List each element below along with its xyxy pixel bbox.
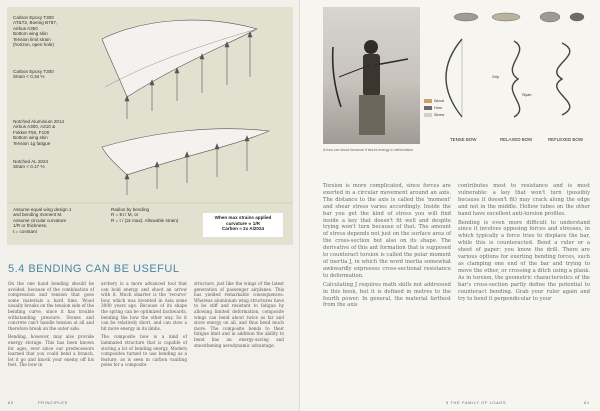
paragraph: archery is a more advanced tool that can hold energy and shoot an arrow with it. Much smarter is the 'recurve' bow, which was invented in Asia some 3000 years ago. Because of its shape the spring can be optimized backwards, bending the bow the other way. So it can be relatively short, and can stow a bit more energy in its limbs. (101, 281, 187, 331)
grip-label: Grip (492, 75, 500, 79)
legend-wood: Wood (424, 99, 444, 103)
left-column-2 (101, 281, 187, 371)
lower-strain-label: Notched AL 2024 Strain < 0.17 % (13, 159, 49, 170)
left-column-1 (8, 281, 94, 371)
paragraph: Bending, however, may also provide energy storage. This has been known for ages, ever since our predecessors learned that you could bend a branch, let it go and knock your enemy off his feet. The bow in (8, 334, 94, 368)
right-running-head: 5 THE FAMILY OF LOADS (446, 400, 507, 405)
right-column-1 (323, 183, 451, 311)
section-heading: 5.4 BENDING CAN BE USEFUL (8, 263, 180, 275)
paragraph: contributes most to resistance and is most vulnerable: a key that won't turn (possibly because it doesn't fit) may crack along the edge and not in the middle. Hollow tubes on the other hand have excellent anti-torsion profiles. (458, 183, 590, 217)
upper-material-label: Carbon Epoxy T300 AT&T2, Boeing B787, Airbus A350 Bottom wing skin Tension limit strain (horizon, open hole) (13, 15, 58, 48)
paragraph: Torsion is more complicated, since forces are exerted in a circular movement around an axis. The distance to the axis is called the 'moment' and shear stress varies accordingly. Inside the bar you get the kind of stress you will find inside a key that doesn't fit well and despite trying won't turn because of that. The amount of stress depends not just on the surface area of the cross-section but also on its shape. The derivative of this ant formation that is supposed to counteract torsion is called the polar moment of inertia J, in which the word inertia somewhat awkwardly expresses cross-sectional resistance to deformation. (323, 183, 451, 279)
legend-sinew: Sinew (424, 113, 444, 117)
left-running-head: PRINCIPLES (38, 400, 68, 405)
bow-shape-drawings (422, 7, 592, 142)
bow-diagrams (422, 7, 592, 142)
horn-swatch (424, 106, 432, 110)
right-page-number: 81 (584, 400, 590, 405)
legend-horn: Horn (424, 106, 442, 110)
upper-strain-label: Carbon Epoxy T300 Strain < 0.34 % (13, 69, 54, 80)
paragraph: structure, just like the wings of the latest generation of passenger airplanes. This has yielded remarkable consequences. Whereas aluminium wing structures have to be stiff and resistant to fatigue by allowing limited deformation, composite wings can bend about twice as far and store energy on all, and thus bend much more. The composite bends to their fatigue limit and in addition the ability to bend has an energy-saving and smoothening aerodynamic advantage. (194, 281, 284, 348)
sinew-swatch (424, 113, 432, 117)
left-column-3 (194, 281, 284, 351)
paragraph: Calculating J requires math skills not addressed in this book, but it is defined in metres to the fourth power. In general, the material farthest from the axis (323, 281, 451, 309)
paragraph: The composite bow is a kind of laminated structure that is capable of storing a lot of bending energy. Modern composites turned to use bending as a feature, as is seen in carbon vaulting poles for a composite (101, 334, 187, 368)
tense-bow-label: TENSE BOW (450, 137, 477, 142)
siyah-label: Siyah (522, 93, 532, 97)
wing-strain-figure (7, 7, 293, 245)
photo-caption: A bow can shoot because it stores energy in deformation (323, 148, 414, 152)
assumption-note: Assume equal wing design 1 and bending moment M. Assume circular curvature 1/R or thickness, t = constant (13, 207, 72, 234)
left-page-number: 80 (8, 400, 14, 405)
relaxed-bow-label: RELAXED BOW (500, 137, 533, 142)
lower-material-label: Notched Aluminium 2014 Airbus A300, A310 & Fokker F50, F100 Bottom wing skin Tension 1g fatigue (13, 119, 65, 146)
paragraph: Bending is even more difficult to understand since it involves opposing forces and stresses, in which typically a force tries to displace the bar, while this is counteracted. Bend a ruler or a sheet of paper: you know the drill. There are various options for exerting bending forces, such as clamping one end of the bar and trying to move the other, or crossing a ditch using a plank. As in torsion, the geometric characteristics of the bar's cross-section partly define the potential to counteract bending. Grab your ruler again and try to bend it perpendicular to your (458, 219, 590, 302)
reflexed-bow-label: REFLEXED BOW (548, 137, 583, 142)
radius-note: Radius by bending R = EI / M, or R = t / (2ε max). Allowable strain) (111, 207, 179, 223)
right-column-2 (458, 183, 590, 304)
strain-callout: When max strains applied curvature ∝ 1/R Carbon ≈ 2x Al2024 (203, 213, 283, 237)
archer-photo (323, 7, 420, 144)
paragraph: On the one hand bending should be avoided, because of the combination of compression and tension that goes some materials a hard time. Wood usually breaks on the tension side of the bending curve, since it has trouble withstanding pressure. Stones and concrete can't handle tension at all and therefore break on the outer side. (8, 281, 94, 331)
archer-silhouette (323, 7, 420, 144)
wood-swatch (424, 99, 432, 103)
